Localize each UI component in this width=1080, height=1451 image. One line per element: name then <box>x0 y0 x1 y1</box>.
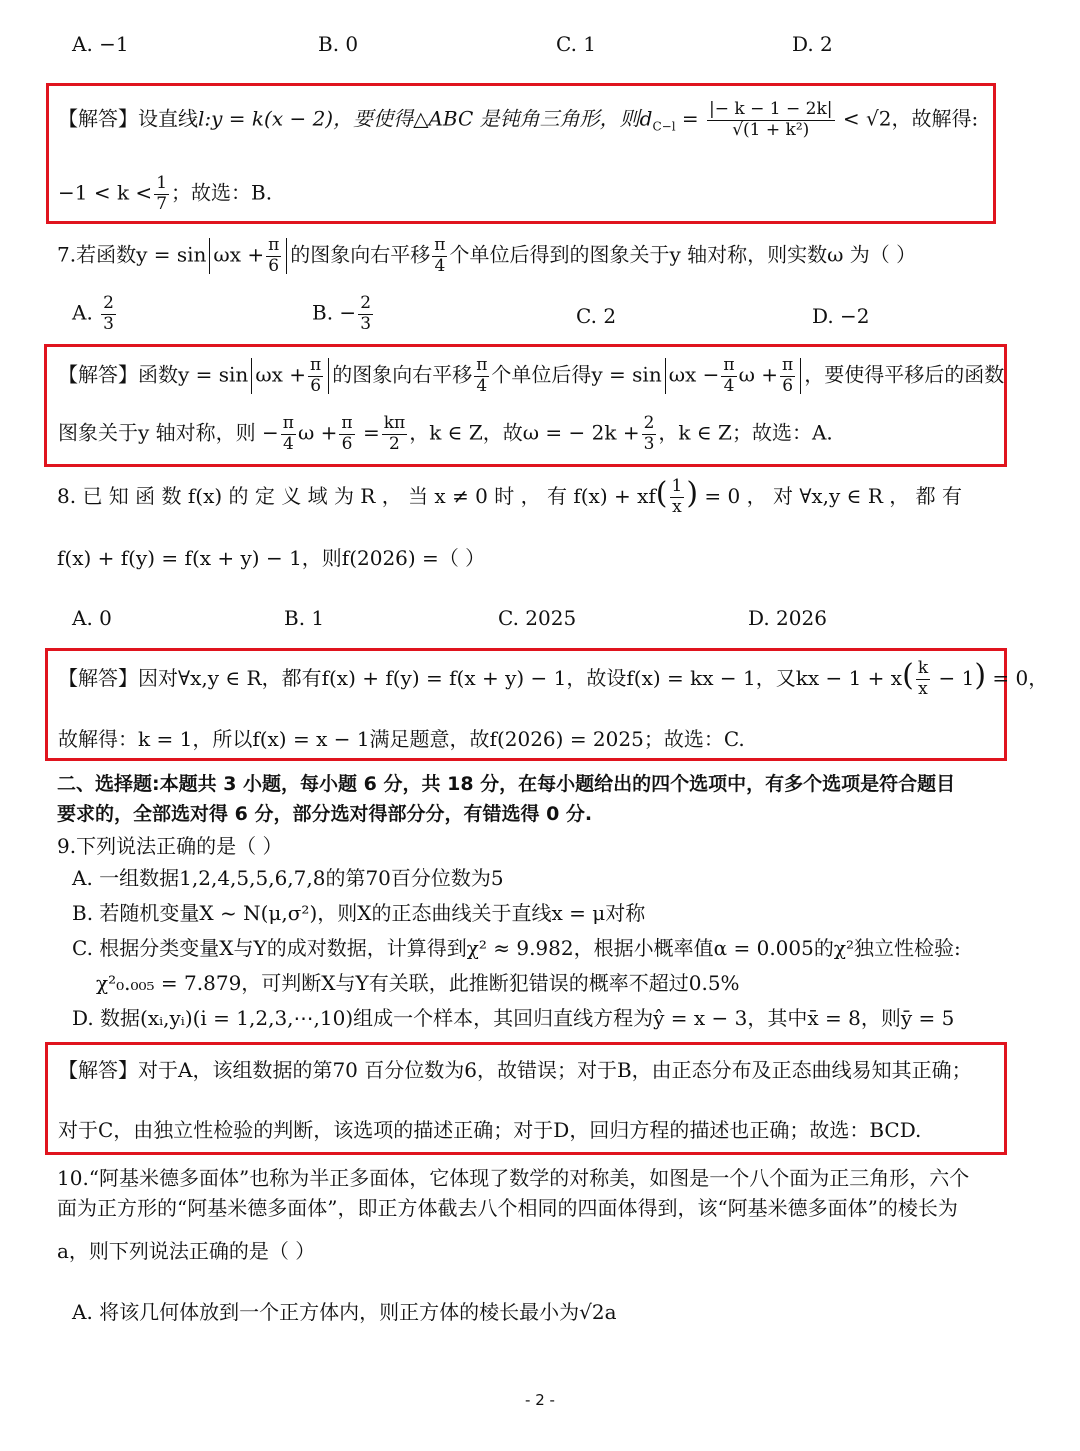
q6-option-a: A. −1 <box>72 32 129 56</box>
section2-heading-line2: 要求的，全部选对得 6 分，部分选对得部分分，有错选得 0 分. <box>57 803 593 825</box>
q10-stem-line2: 面为正方形的“阿基米德多面体”，即正方体截去八个相同的四面体得到，该“阿基米德多面体”的棱长为 <box>57 1196 958 1220</box>
q9-option-b: B. 若随机变量X ~ N(μ,σ²)，则X的正态曲线关于直线x = μ对称 <box>72 901 646 925</box>
q8-option-a: A. 0 <box>72 606 112 630</box>
q7-option-d: D. −2 <box>812 304 870 328</box>
q9-answer-line2: 对于C，由独立性检验的判断，该选项的描述正确；对于D，回归方程的描述也正确；故选：BCD. <box>58 1118 922 1142</box>
q9-stem: 9.下列说法正确的是（ ） <box>57 834 283 858</box>
q9-option-d: D. 数据(xᵢ,yᵢ)(i = 1,2,3,⋯,10)组成一个样本，其回归直线方程为ŷ = x − 3，其中x̄ = 8，则ȳ = 5 <box>72 1006 955 1030</box>
q8-option-c: C. 2025 <box>498 606 577 630</box>
q8-stem-line1: 8. 已 知 函 数 f(x) 的 定 义 域 为 R ， 当 x ≠ 0 时 ， 有 f(x) + xf( $\frac{1}{x}$ ) = 0 ， 对 ∀x,y ∈ R ， 都 有 <box>57 476 962 517</box>
q6-answer-line2: −1 < k < $\frac{1}{7}$ ；故选：B. <box>58 173 273 214</box>
q9-option-a: A. 一组数据1,2,4,5,5,6,7,8的第70百分位数为5 <box>72 866 504 890</box>
q8-option-b: B. 1 <box>284 606 325 630</box>
q9-option-c-line1: C. 根据分类变量X与Y的成对数据，计算得到χ² ≈ 9.982，根据小概率值α = 0.005的χ²独立性检验: <box>72 936 961 960</box>
q10-option-a: A. 将该几何体放到一个正方体内，则正方体的棱长最小为√2a <box>72 1300 617 1324</box>
q9-answer-line1: 【解答】对于A，该组数据的第70 百分位数为6，故错误；对于B，由正态分布及正态曲线易知其正确； <box>58 1058 972 1082</box>
q7-stem: 7.若函数y = sin ωx + $\frac{\pi}{6}$ 的图象向右平移 $\frac{\pi}{4}$ 个单位后得到的图象关于y 轴对称，则实数ω 为（ ） <box>57 235 917 276</box>
q7-option-c: C. 2 <box>576 304 617 328</box>
q8-stem-line2: f(x) + f(y) = f(x + y) − 1，则f(2026) =（ ） <box>57 546 486 570</box>
q6-option-d: D. 2 <box>792 32 833 56</box>
q6-option-c: C. 1 <box>556 32 597 56</box>
q6-answer-line1: 【解答】设直线l:y = k(x − 2)，要使得△ABC 是钝角三角形，则$d_{C-l}$ = $\frac{|- k - 1 - 2k|}{\text{√(1 + k²)}}$ < √2，故解得: <box>58 99 979 140</box>
q6-option-b: B. 0 <box>318 32 359 56</box>
q7-option-a: A. $\frac{2}{3}$ <box>72 293 114 334</box>
q8-option-d: D. 2026 <box>748 606 827 630</box>
q10-stem-line1: 10.“阿基米德多面体”也称为半正多面体，它体现了数学的对称美，如图是一个八个面为正三角形，六个 <box>57 1166 970 1190</box>
page-number: - 2 - <box>525 1391 555 1409</box>
q9-option-c-line2: χ²₀.₀₀₅ = 7.879，可判断X与Y有关联，此推断犯错误的概率不超过0.5% <box>96 971 740 995</box>
q7-answer-line1: 【解答】函数y = sin ωx + $\frac{\pi}{6}$ 的图象向右平移 $\frac{\pi}{4}$ 个单位后得y = sin ωx − $\frac{\pi}{4}$ ω + $\frac{\pi}{6}$ ，要使得平移后的函数 <box>58 355 1005 396</box>
q8-answer-line1: 【解答】因对∀x,y ∈ R，都有f(x) + f(y) = f(x + y) − 1，故设f(x) = kx − 1，又kx − 1 + x( $\frac{k}{x}$ − 1) = 0， <box>58 658 1049 699</box>
section2-heading-line1: 二、选择题:本题共 3 小题，每小题 6 分，共 18 分，在每小题给出的四个选项中，有多个选项是符合题目 <box>57 773 956 795</box>
q7-answer-line2: 图象关于y 轴对称，则 − $\frac{\pi}{4}$ ω + $\frac{\pi}{6}$ = $\frac{k\pi}{2}$ ，k ∈ Z，故ω = − 2k + $\frac{2}{3}$ ，k ∈ Z；故选：A. <box>58 413 833 454</box>
q8-answer-line2: 故解得：k = 1，所以f(x) = x − 1满足题意，故f(2026) = 2025；故选：C. <box>58 727 745 751</box>
q10-stem-line3: a，则下列说法正确的是（ ） <box>57 1239 316 1263</box>
q7-option-b: B. − $\frac{2}{3}$ <box>312 293 372 334</box>
